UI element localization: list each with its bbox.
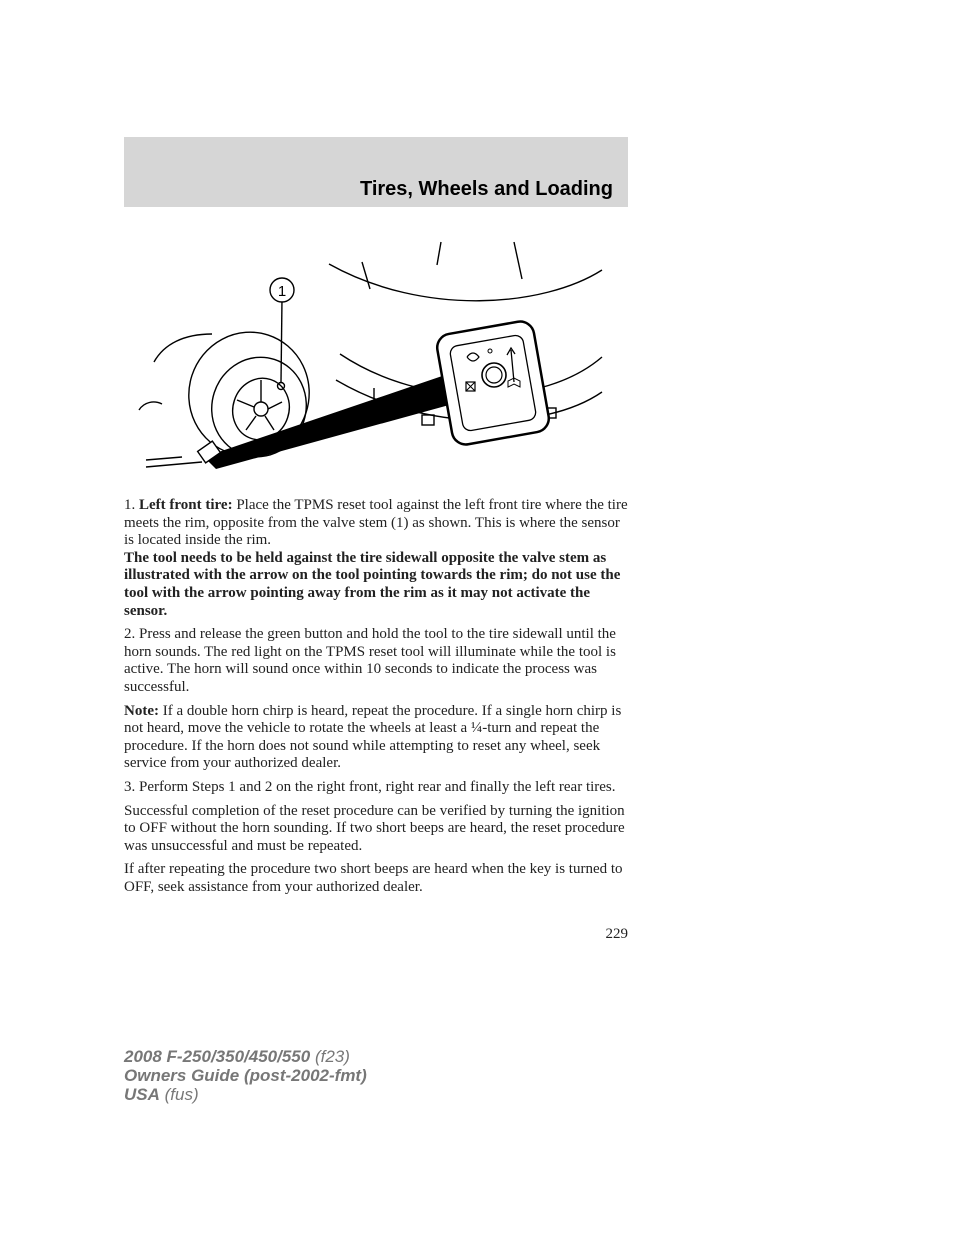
footer-market: USA — [124, 1085, 160, 1104]
footer-market-code: (fus) — [159, 1085, 199, 1104]
callout-label: 1 — [277, 283, 287, 300]
document-footer — [124, 1047, 367, 1104]
footer-guide: Owners Guide (post-2002-fmt) — [124, 1066, 367, 1085]
instructions — [124, 497, 630, 896]
note-label: Note: — [124, 702, 159, 719]
step-3: 3. Perform Steps 1 and 2 on the right front, right rear and finally the left rear tires. — [124, 778, 616, 795]
tpms-reset-illustration — [124, 232, 628, 482]
tpms-reset-tool — [435, 319, 551, 446]
step-1-text: Place the TPMS reset tool against the left front tire where the tire meets the rim, opposite from the valve stem (1) as shown. This is where the sensor is located inside the rim. — [124, 497, 628, 549]
step-1-number: 1. — [124, 497, 139, 513]
verify-text: Successful completion of the reset procedure can be verified by turning the ignition to OFF without the horn sounding. If two short beeps are heard, the reset procedure was unsuccessful and must be repeated. — [124, 802, 625, 854]
footer-model-code: (f23) — [310, 1047, 350, 1066]
page-number: 229 — [605, 926, 628, 942]
assist-text: If after repeating the procedure two short beeps are heard when the key is turned to OFF, seek assistance from your authorized dealer. — [124, 861, 623, 895]
red-light — [488, 349, 492, 353]
step-1 — [124, 497, 630, 550]
step-2: 2. Press and release the green button and hold the tool to the tire sidewall until the horn sounds. The red light on the TPMS reset tool will illuminate while the tool is active. The horn will sound once within 10 seconds to indicate the process was successful. — [124, 626, 616, 695]
step-1-label: Left front tire: — [139, 497, 233, 513]
section-header — [124, 137, 628, 207]
note-text: If a double horn chirp is heard, repeat the procedure. If a single horn chirp is not heard, move the vehicle to rotate the wheels at least a ¼-turn and repeat the procedure. If the horn does not sound while attempting to reset any wheel, seek service from your authorized dealer. — [124, 702, 622, 772]
section-title: Tires, Wheels and Loading — [359, 178, 613, 200]
footer-model: 2008 F-250/350/450/550 — [124, 1047, 311, 1066]
warning-text: The tool needs to be held against the tire sidewall opposite the valve stem as illustrated with the arrow on the tool pointing towards the rim; do not use the tool with the arrow pointing away from the rim as it may not activate the sensor. — [124, 549, 621, 619]
note — [124, 703, 630, 773]
